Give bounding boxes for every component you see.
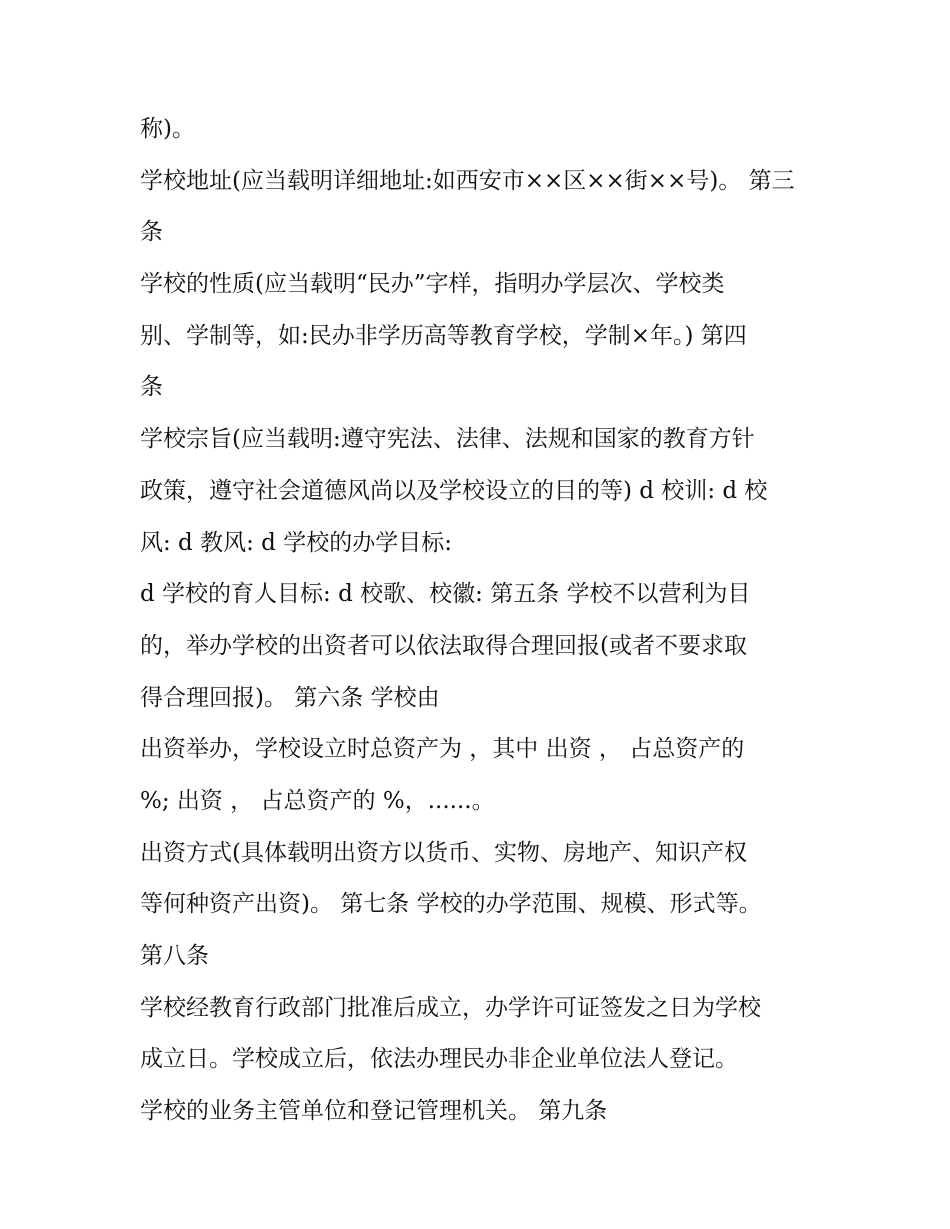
document-body [140, 104, 840, 1138]
text-line: 第八条 [140, 943, 209, 969]
text-line: 政策，遵守社会道德风尚以及学校设立的目的等) d 校训: d 校 [140, 477, 768, 504]
text-line: 称)。 [140, 116, 195, 142]
text-line: 等何种资产出资)。 第七条 学校的办学范围、规模、形式等。 [140, 891, 762, 918]
text-line: 学校的性质(应当载明“民办”字样，指明办学层次、学校类 [140, 271, 725, 298]
text-line: d 学校的育人目标: d 校歌、校徽: 第五条 学校不以营利为目 [140, 581, 751, 608]
text-line: 成立日。学校成立后，依法办理民办非企业单位法人登记。 [140, 1046, 738, 1073]
text-line: 学校的业务主管单位和登记管理机关。 第九条 [140, 1098, 608, 1125]
text-line: 出资方式(具体载明出资方以货币、实物、房地产、知识产权 [140, 839, 747, 866]
text-line: 学校经教育行政部门批准后成立，办学许可证签发之日为学校 [140, 994, 761, 1021]
text-line: 得合理回报)。 第六条 学校由 [140, 684, 440, 711]
text-line: 条 [140, 374, 163, 401]
text-line: 条 [140, 219, 163, 246]
text-line: 别、学制等，如:民办非学历高等教育学校，学制×年。) 第四 [140, 322, 747, 349]
text-line: 学校宗旨(应当载明:遵守宪法、法律、法规和国家的教育方针 [140, 426, 755, 453]
text-line: 的，举办学校的出资者可以依法取得合理回报(或者不要求取 [140, 632, 747, 659]
text-line: 学校地址(应当载明详细地址:如西安市××区××街××号)。 第三 [140, 167, 795, 194]
text-line: 出资举办，学校设立时总资产为 ，其中 出资 ， 占总资产的 [140, 736, 745, 763]
text-line: 风: d 教风: d 学校的办学目标: [140, 529, 452, 556]
text-line: %; 出资 ， 占总资产的 %，......。 [140, 787, 495, 814]
